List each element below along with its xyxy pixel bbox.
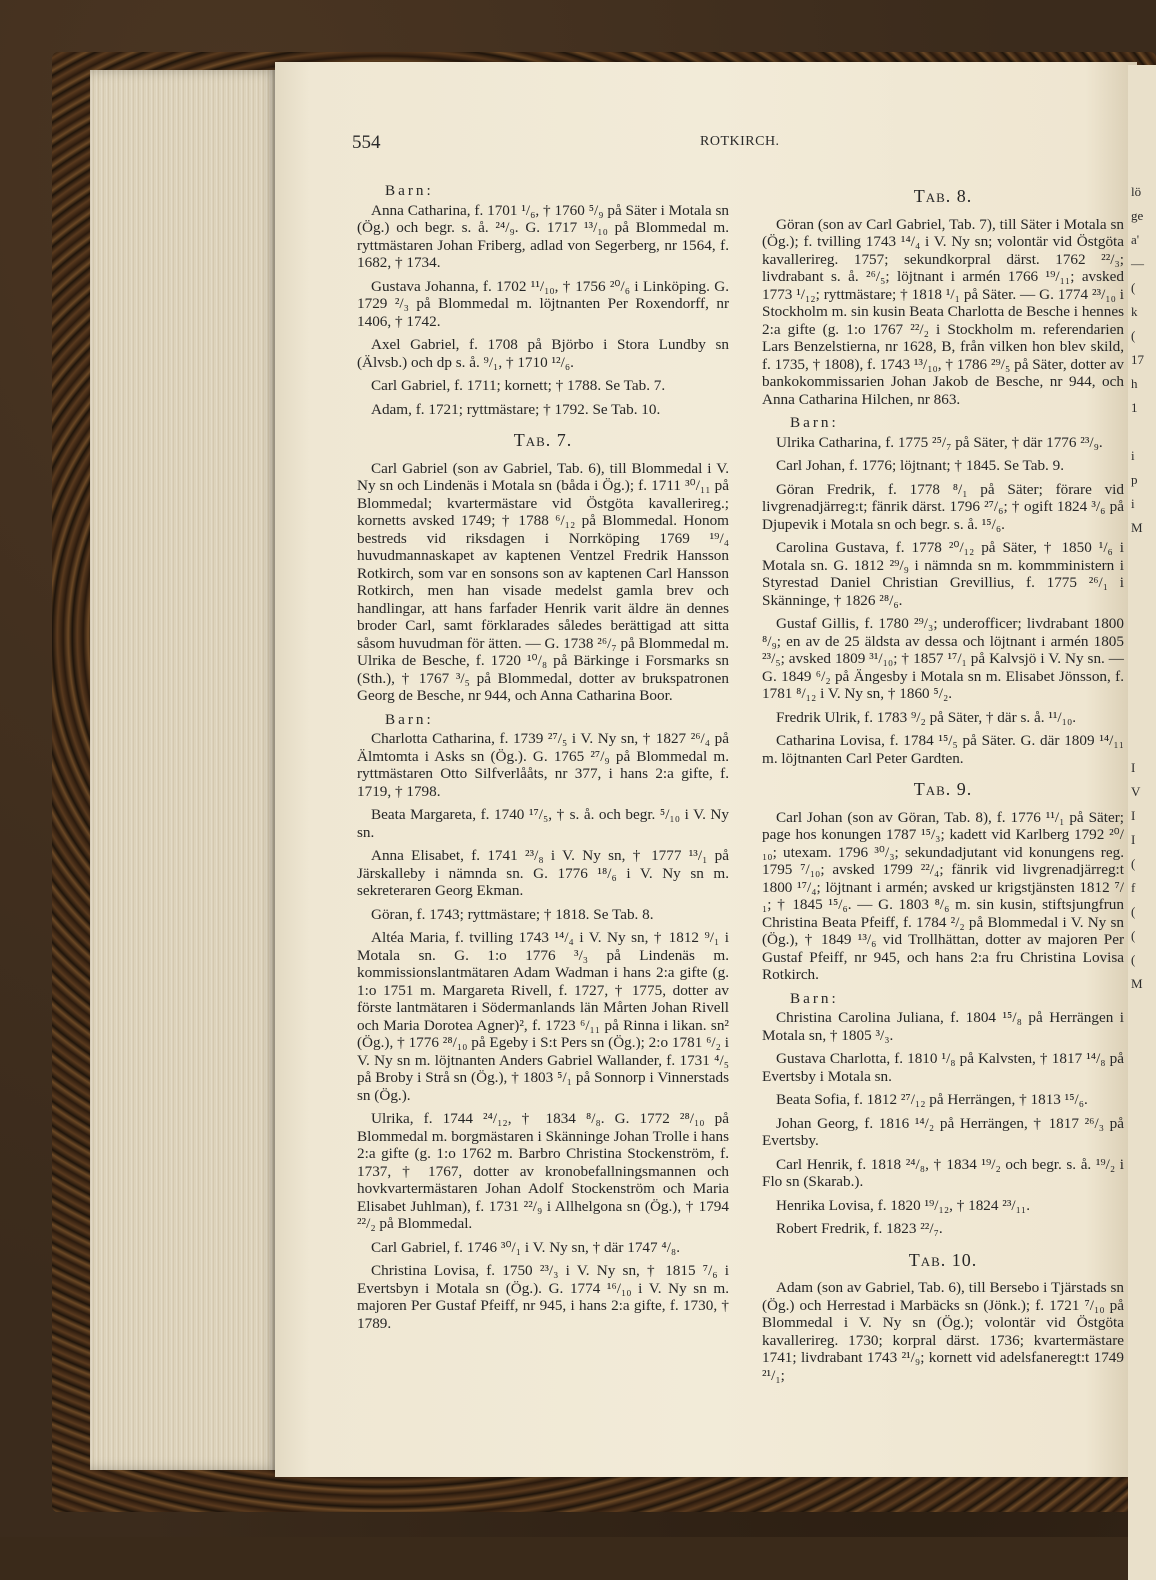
next-page-fragment: ( xyxy=(1131,280,1136,295)
child-entry: Anna Elisabet, f. 1741 ²³/₈ i V. Ny sn, † 1777 ¹³/₁ på Järskalleby i nämnda sn. G. 1776 ¹⁸/₆ i V. Ny sn m. sekreteraren Georg Ekman. xyxy=(357,847,729,899)
children-label: Barn: xyxy=(790,989,839,1007)
child-entry: Adam, f. 1721; ryttmästare; † 1792. Se Tab. 10. xyxy=(371,400,661,418)
child-entry: Anna Catharina, f. 1701 ¹/₆, † 1760 ⁵/₉ på Säter i Motala sn (Ög.) och begr. s. å. ²⁴/₉. G. 1717 ¹³/₁₀ på Blommedal m. ryttmästaren Johan Friberg, adlad von Segerberg, nr 1564, f. 1682, † 1734. xyxy=(357,201,729,271)
next-page-fragment xyxy=(1128,420,1156,444)
child-entry: Fredrik Ulrik, f. 1783 ⁹/₂ på Säter, † där s. å. ¹¹/₁₀. xyxy=(776,708,1077,726)
next-page-fragment: M xyxy=(1131,976,1143,991)
next-page-fragment xyxy=(1128,684,1156,708)
next-page-fragment xyxy=(1128,732,1156,756)
genealogy-paragraph: Carl Johan (son av Göran, Tab. 8), f. 1776 ¹¹/₁ på Säter; page hos konungen 1787 ¹⁵/₃; kadett vid Karlberg 1792 ²⁰/₁₀; utexam. 1796 ³⁰/₃; sekundadjutant vid konungens reg. 1795 ⁷/₁₀; avsked 1799 ²²/₄; fänrik vid livgrenadjärreg:t 1800 ¹⁷/₄; löjtnant i armén; avsked ur krigstjänsten 1812 ⁷/₁; † 1845 ¹⁵/₆. — G. 1803 ⁸/₆ m. sin kusin, stiftsjungfrun Christina Beata Pfeiff, f. 1784 ²/₂ på Blommedal i V. Ny sn (Ög.), † 1849 ¹³/₆ vid Trollhättan, dotter av majoren Per Gustaf Pfeiff, nr 945, och hans 2:a fru Christina Lovisa Rotkirch. xyxy=(762,808,1124,983)
next-page-fragment: M xyxy=(1131,520,1143,535)
child-entry: Carl Gabriel, f. 1746 ³⁰/₁ i V. Ny sn, † där 1747 ⁴/₈. xyxy=(371,1238,681,1256)
table-heading: Tab. 9. xyxy=(913,779,973,799)
child-entry: Altéa Maria, f. tvilling 1743 ¹⁴/₄ i V. Ny sn, † 1812 ⁹/₁ i Motala sn. G. 1:o 1776 ³/₃ på Lindenäs m. kommissionslantmätaren Adam Wadman i hans 2:a gifte (g. 1:o 1751 m. Margareta Rivell, f. 1727, † 1775, dotter av förste lantmätaren i Södermanlands län Mårten Johan Rivell och Maria Dorotea Agner)², f. 1723 ⁶/₁₁ på Rinna i likan. sn² (Ög.), † 1776 ²⁸/₁₀ på Egeby i S:t Pers sn (Ög.); 2:o 1781 ⁶/₂ i V. Ny sn m. löjtnanten Anders Gabriel Wallander, f. 1731 ⁴/₅ på Broby i Strå sn (Ög.), † 1803 ⁵/₁ på Sonnorp i Vinnerstads sn (Ög.). xyxy=(357,929,729,1104)
next-page-fragment: — xyxy=(1131,256,1144,271)
next-page-fragment: 1 xyxy=(1131,400,1138,415)
genealogy-paragraph: Göran (son av Carl Gabriel, Tab. 7), till Säter i Motala sn (Ög.); f. tvilling 1743 ¹⁴/₄ i V. Ny sn; volontär vid Östgöta kavallerireg. 1757; sekundkorpral därst. 1762 ²²/₃; livdrabant s. å. ²⁶/₅; löjtnant i armén 1766 ¹⁹/₁₁; avsked 1773 ¹/₁₂; ryttmästare; † 1818 ¹/₁ på Säter. — G. 1774 ²³/₁₀ i Stockholm m. sin kusin Beata Charlotta de Besche i hennes 2:a gifte (g. 1:o 1767 ²²/₂ i Stockholm m. referendarien Lars Benzelstierna, nr 1628, B, från vilken hon blev skild, f. 1735, † 1808), f. 1743 ¹³/₁₀, † 1786 ²⁹/₅ på Säter, dotter av bankokommissarien Johan Jakob de Besche, nr 944, och Anna Catharina Hilchen, nr 863. xyxy=(762,215,1124,408)
child-entry: Ulrika Catharina, f. 1775 ²⁵/₇ på Säter, † där 1776 ²³/₉. xyxy=(776,433,1103,451)
next-page-fragment: f xyxy=(1131,880,1136,895)
child-entry: Christina Carolina Juliana, f. 1804 ¹⁵/₈ på Herrängen i Motala sn, † 1805 ³/₃. xyxy=(762,1009,1124,1044)
child-entry: Beata Sofia, f. 1812 ²⁷/₁₂ på Herrängen, † 1813 ¹⁵/₆. xyxy=(776,1091,1088,1108)
child-entry: Ulrika, f. 1744 ²⁴/₁₂, † 1834 ⁸/₈. G. 1772 ²⁸/₁₀ på Blommedal m. borgmästaren i Skänninge Johan Trolle i hans 2:a gifte (g. 1:o 1762 m. Barbro Christina Stockenström, f. 1737, † 1767, dotter av kronobefallningsmannen och hovkvartermästaren Johan Adolf Stockenström och Maria Elisabet Juhlman), f. 1731 ²²/₉ i Allhelgona sn (Ög.), † 1794 ²²/₂ på Blommedal. xyxy=(357,1110,729,1232)
next-page-fragment: 17 xyxy=(1131,352,1144,367)
children-label: Barn: xyxy=(790,414,839,431)
next-page-fragment: ( xyxy=(1131,856,1136,871)
child-entry: Gustaf Gillis, f. 1780 ²⁹/₃; underofficer; livdrabant 1800 ⁸/₉; en av de 25 äldsta av dessa och löjtnant i armén 1805 ²³/₅; avsked 1809 ³¹/₁₀; † 1857 ¹⁷/₁ på Kalvsjö i V. Ny sn. — G. 1849 ⁶/₂ på Ängesby i Motala sn m. Elisabet Jönsson, f. 1781 ⁸/₁₂ i V. Ny sn, † 1860 ⁵/₂. xyxy=(762,615,1124,702)
next-page-fragment: a' xyxy=(1131,232,1140,247)
child-entry: Göran Fredrik, f. 1778 ⁸/₁ på Säter; förare vid livgrenadjärreg:t; fänrik därst. 1796 ²⁷/₆; † ogift 1824 ³/₆ på Djupevik i Motala sn och begr. s. å. ¹⁵/₆. xyxy=(762,480,1124,533)
next-page-edge xyxy=(1128,65,1156,1580)
child-entry: Carl Johan, f. 1776; löjtnant; † 1845. Se Tab. 9. xyxy=(776,457,1065,474)
next-page-fragment: i xyxy=(1131,448,1135,463)
child-entry: Christina Lovisa, f. 1750 ²³/₃ i V. Ny sn, † 1815 ⁷/₆ i Evertsbyn i Motala sn (Ög.). G. 1774 ¹⁶/₁₀ i V. Ny sn m. majoren Per Gustaf Pfeiff, nr 945, i hans 2:a gifte, f. 1730, † 1789. xyxy=(357,1262,729,1332)
children-label: Barn: xyxy=(385,182,434,199)
next-page-fragment xyxy=(1128,588,1156,612)
next-page-fragment: ge xyxy=(1131,208,1144,223)
next-page-fragment: I xyxy=(1131,808,1136,823)
child-entry: Carl Henrik, f. 1818 ²⁴/₈, † 1834 ¹⁹/₂ och begr. s. å. ¹⁹/₂ i Flo sn (Skarab.). xyxy=(762,1155,1124,1190)
table-heading: Tab. 10. xyxy=(908,1249,978,1270)
next-page-fragment: i xyxy=(1131,496,1135,511)
children-label: Barn: xyxy=(385,710,434,728)
child-entry: Charlotta Catharina, f. 1739 ²⁷/₅ i V. Ny sn, † 1827 ²⁶/₄ på Älmtomta i Asks sn (Ög.). G. 1765 ²⁷/₉ på Blommedal m. ryttmästaren Otto Silfverlååts, nr 377, i hans 2:a gifte, f. 1719, † 1798. xyxy=(357,730,729,800)
child-entry: Henrika Lovisa, f. 1820 ¹⁹/₁₂, † 1824 ²³/₁₁. xyxy=(776,1196,1030,1214)
next-page-fragment xyxy=(1128,660,1156,684)
child-entry: Robert Fredrik, f. 1823 ²²/₇. xyxy=(776,1220,943,1237)
genealogy-paragraph: Adam (son av Gabriel, Tab. 6), till Bersebo i Tjärstads sn (Ög.) och Herrestad i Marbäcks sn (Jönk.); f. 1721 ⁷/₁₀ på Blommedal i V. Ny sn (Ög.); volontär vid Östgöta kavallerireg. 1730; korpral därst. 1736; kvartermästare 1741; livdrabant 1743 ²¹/₉; kornett vid adelsfaneregt:t 1749 ²¹/₁; xyxy=(762,1279,1124,1384)
next-page-fragment: lö xyxy=(1131,184,1142,199)
next-page-fragment: I xyxy=(1131,760,1136,775)
next-page-fragment: ( xyxy=(1131,904,1136,919)
next-page-fragment: ( xyxy=(1131,328,1136,343)
child-entry: Johan Georg, f. 1816 ¹⁴/₂ på Herrängen, † 1817 ²⁶/₃ på Evertsby. xyxy=(762,1114,1124,1149)
next-page-fragment xyxy=(1128,636,1156,660)
running-head: ROTKIRCH. xyxy=(700,134,780,149)
next-page-fragment: V xyxy=(1131,784,1141,799)
child-entry: Gustava Johanna, f. 1702 ¹¹/₁₀, † 1756 ²⁰/₆ i Linköping. G. 1729 ²/₃ på Blommedal m. löjtnanten Per Roxendorff, nr 1406, † 1742. xyxy=(357,277,729,330)
next-page-fragment: ( xyxy=(1131,952,1136,967)
next-page-fragment: I xyxy=(1131,832,1136,847)
child-entry: Carl Gabriel, f. 1711; kornett; † 1788. Se Tab. 7. xyxy=(371,377,666,394)
child-entry: Gustava Charlotta, f. 1810 ¹/₈ på Kalvsten, † 1817 ¹⁴/₈ på Evertsby i Motala sn. xyxy=(762,1050,1124,1085)
next-page-fragment: p xyxy=(1131,472,1138,487)
child-entry: Catharina Lovisa, f. 1784 ¹⁵/₅ på Säter. G. där 1809 ¹⁴/₁₁ m. löjtnanten Carl Peter Gardten. xyxy=(762,732,1124,767)
next-page-fragment: k xyxy=(1131,304,1138,319)
child-entry: Axel Gabriel, f. 1708 på Björbo i Stora Lundby sn (Älvsb.) och dp s. å. ⁹/₁, † 1710 ¹²/₆. xyxy=(357,336,729,371)
next-page-fragment xyxy=(1128,612,1156,636)
page-edges xyxy=(90,70,280,1470)
next-page-fragment xyxy=(1128,708,1156,732)
next-page-fragment xyxy=(1128,540,1156,564)
child-entry: Carolina Gustava, f. 1778 ²⁰/₁₂ på Säter, † 1850 ¹/₆ i Motala sn. G. 1812 ²⁹/₉ i nämnda sn m. kommministern i Styrestad Daniel Christian Grevillius, f. 1775 ²⁶/₁ i Skänninge, † 1826 ²⁸/₆. xyxy=(762,539,1124,609)
page-number: 554 xyxy=(352,132,381,153)
table-heading: Tab. 8. xyxy=(913,186,973,206)
child-entry: Göran, f. 1743; ryttmästare; † 1818. Se Tab. 8. xyxy=(371,905,654,923)
next-page-fragment: ( xyxy=(1131,928,1136,943)
next-page-fragment: h xyxy=(1131,376,1138,391)
next-page-fragment xyxy=(1128,564,1156,588)
right-column xyxy=(762,174,1124,1390)
child-entry: Beata Margareta, f. 1740 ¹⁷/₅, † s. å. och begr. ⁵/₁₀ i V. Ny sn. xyxy=(357,806,729,841)
table-heading: Tab. 7. xyxy=(513,430,573,450)
genealogy-paragraph: Carl Gabriel (son av Gabriel, Tab. 6), till Blommedal i V. Ny sn och Lindenäs i Motala sn (båda i Ög.); f. 1711 ³⁰/₁₁ på Blommedal; kvartermästare vid Östgöta kavallerireg.; kornetts avsked 1749; † 1788 ⁶/₁₂ på Blommedal. Honom bestreds vid riksdagen i Norrköping 1769 ¹⁹/₄ huvudmannaskapet av kaptenen Ventzel Fredrik Hansson Rotkirch, som var en sonsons son av kaptenen Carl Hansson Rotkirch, men han visade medelst gamla brev och handlingar, att hans farfader Henrik varit äldre än dennes broder Carl, samt förklarades således berättigad att sitta såsom huvudman för ätten. — G. 1738 ²⁶/₇ på Blommedal m. Ulrika de Besche, f. 1720 ¹⁰/₈ på Bärkinge i Forsmarks sn (Sth.), † 1767 ³/₅ på Blommedal, dotter av brukspatronen Georg de Besche, nr 944, och Anna Catharina Boor. xyxy=(357,459,729,704)
left-column xyxy=(357,178,729,1338)
